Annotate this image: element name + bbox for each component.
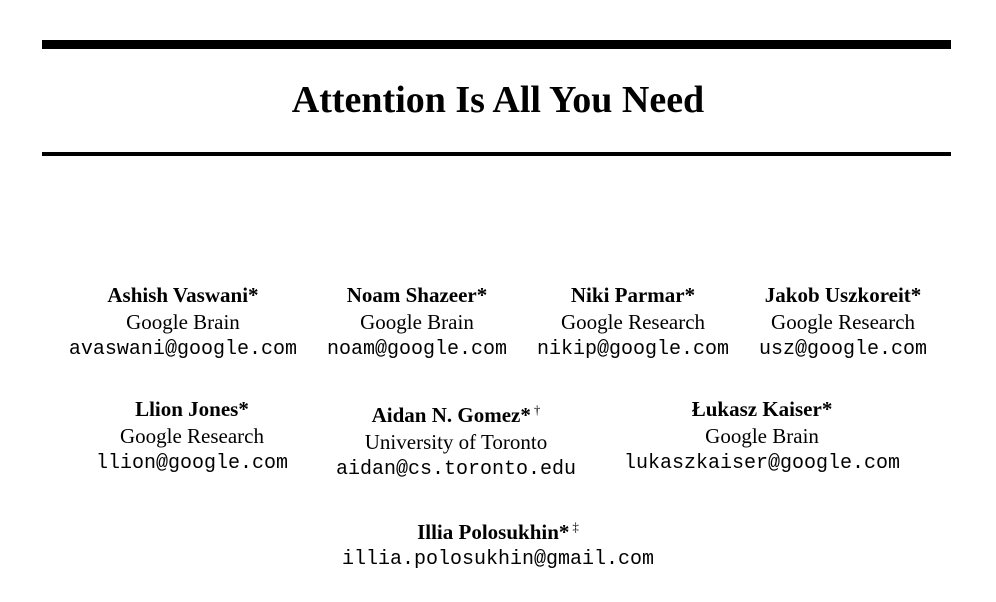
author-łukasz-kaiser: [624, 396, 900, 477]
author-name: Noam Shazeer*: [346, 283, 488, 307]
paper-title: Attention Is All You Need: [291, 79, 705, 121]
author-row-1: [0, 282, 996, 363]
author-email: noam@google.com: [326, 338, 507, 361]
author-row-3: [0, 513, 996, 573]
author-aidan-n-gomez: [336, 396, 576, 483]
author-noam-shazeer: [327, 282, 507, 363]
author-name: Jakob Uszkoreit*: [764, 283, 922, 307]
author-email: lukaszkaiser@google.com: [624, 452, 901, 475]
author-affiliation: Google Research: [561, 310, 706, 334]
author-name: Ashish Vaswani*: [107, 283, 259, 307]
author-affiliation: Google Research: [119, 424, 264, 448]
author-name: Aidan N. Gomez* †: [371, 402, 541, 427]
author-jakob-uszkoreit: [759, 282, 927, 363]
author-email: usz@google.com: [759, 338, 928, 361]
author-name: Llion Jones*: [135, 397, 249, 421]
author-affiliation: University of Toronto: [364, 430, 548, 454]
author-email: llion@google.com: [95, 452, 288, 475]
author-name: Niki Parmar*: [570, 283, 696, 307]
author-affiliation: Google Brain: [126, 310, 240, 334]
author-niki-parmar: [537, 282, 729, 363]
author-footnote-mark: †: [533, 402, 541, 417]
author-footnote-mark: ‡: [572, 519, 579, 534]
author-ashish-vaswani: [69, 282, 297, 363]
author-block: [0, 282, 996, 573]
top-rule: [42, 40, 951, 49]
author-affiliation: Google Brain: [360, 310, 474, 334]
author-email: nikip@google.com: [537, 338, 730, 361]
author-row-2: [0, 396, 996, 483]
author-email: illia.polosukhin@gmail.com: [341, 548, 655, 571]
title-bottom-rule: [42, 152, 951, 156]
author-email: avaswani@google.com: [68, 338, 297, 361]
author-name: Illia Polosukhin* ‡: [417, 519, 579, 544]
author-name: Łukasz Kaiser*: [691, 397, 833, 421]
author-illia-polosukhin: [342, 513, 654, 573]
author-affiliation: Google Research: [771, 310, 916, 334]
author-llion-jones: [96, 396, 288, 477]
author-email: aidan@cs.toronto.edu: [335, 458, 577, 481]
author-affiliation: Google Brain: [705, 424, 819, 448]
